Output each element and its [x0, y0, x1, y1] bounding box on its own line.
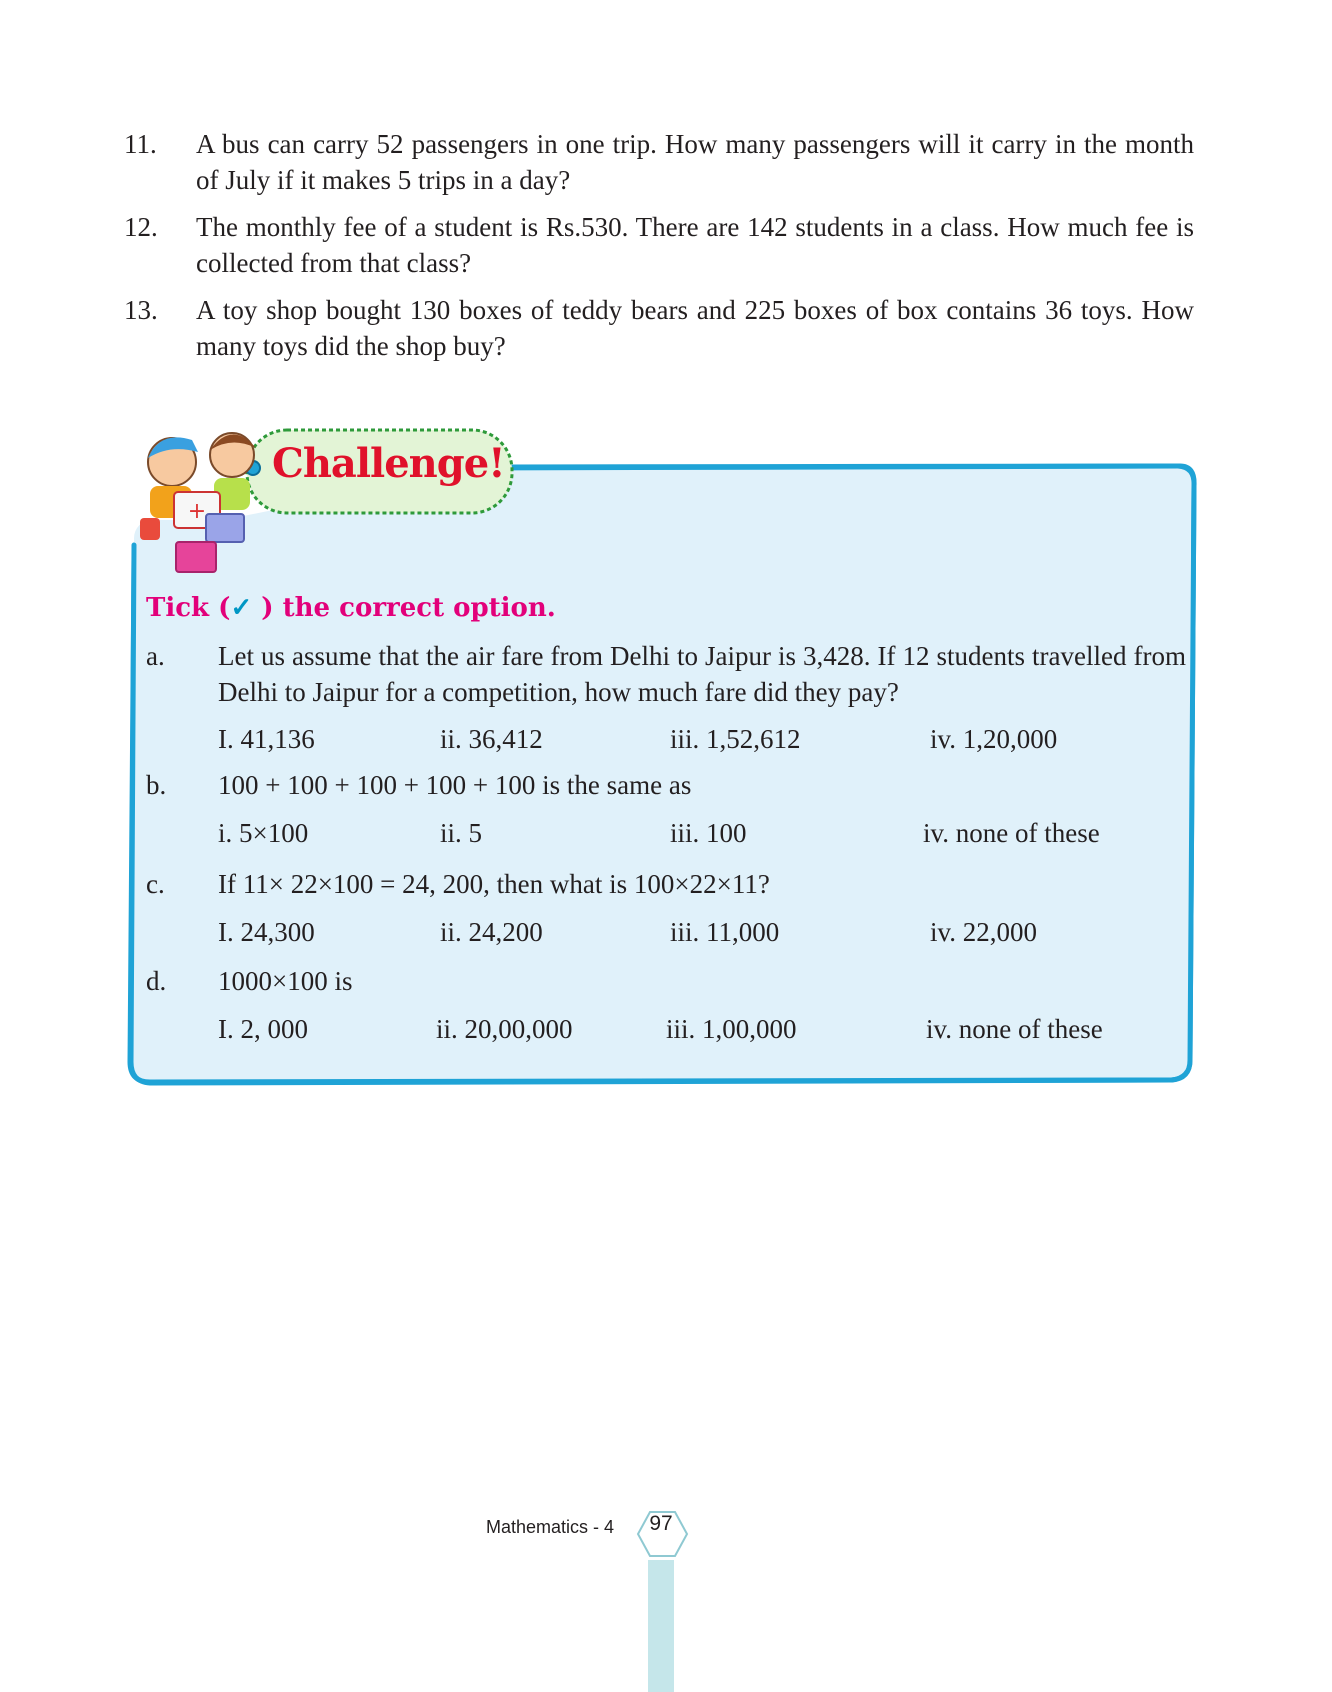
item-text: Let us assume that the air fare from Delhi to Jaipur is 3,428. If 12 students travelled from Delhi to Jaipur for a competition, how much fare did they pay?: [218, 641, 1186, 707]
item-letter: a.: [146, 641, 165, 671]
footer-strip: [648, 1560, 674, 1692]
item-text: If 11× 22×100 = 24, 200, then what is 100×22×11?: [218, 869, 770, 899]
option[interactable]: ii. 20,00,000: [436, 1014, 573, 1044]
option[interactable]: ii. 5: [440, 818, 483, 848]
challenge-item-b: [146, 767, 1186, 803]
option[interactable]: I. 41,136: [218, 724, 315, 754]
option[interactable]: i. 5×100: [218, 818, 309, 848]
challenge-item-a: [146, 638, 1186, 710]
option[interactable]: iv. 22,000: [930, 917, 1037, 947]
option[interactable]: iv. 1,20,000: [930, 724, 1058, 754]
check-icon: ✓: [230, 593, 253, 623]
option[interactable]: iii. 100: [670, 818, 747, 848]
challenge-item-c: [146, 866, 1186, 902]
item-text: 100 + 100 + 100 + 100 + 100 is the same as: [218, 770, 692, 800]
option[interactable]: ii. 24,200: [440, 917, 543, 947]
challenge-item-d: [146, 963, 1186, 999]
instruction-heading: [146, 593, 556, 623]
question-text: A toy shop bought 130 boxes of teddy bears and 225 boxes of box contains 36 toys. How many toys did the shop buy?: [196, 295, 1194, 361]
challenge-title: Challenge!: [272, 440, 505, 487]
question-text: The monthly fee of a student is Rs.530. There are 142 students in a class. How much fee is collected from that class?: [196, 212, 1194, 278]
item-letter: d.: [146, 966, 167, 996]
question-number: 13.: [124, 295, 158, 325]
instruction-post: ) the correct option.: [252, 593, 556, 623]
option[interactable]: iii. 1,00,000: [666, 1014, 797, 1044]
instruction-pre: Tick (: [146, 593, 231, 623]
question-number: 11.: [124, 129, 157, 159]
option[interactable]: iv. none of these: [923, 818, 1100, 848]
item-letter: c.: [146, 869, 165, 899]
option[interactable]: iii. 1,52,612: [670, 724, 801, 754]
question-number: 12.: [124, 212, 158, 242]
option[interactable]: ii. 36,412: [440, 724, 543, 754]
item-letter: b.: [146, 770, 167, 800]
option[interactable]: iv. none of these: [926, 1014, 1103, 1044]
question-text: A bus can carry 52 passengers in one trip. How many passengers will it carry in the month of July if it makes 5 trips in a day?: [196, 129, 1194, 195]
item-text: 1000×100 is: [218, 966, 353, 996]
option[interactable]: I. 24,300: [218, 917, 315, 947]
option[interactable]: I. 2, 000: [218, 1014, 308, 1044]
option[interactable]: iii. 11,000: [670, 917, 780, 947]
page-number: 97: [649, 1512, 673, 1535]
svg-text:+: +: [187, 499, 207, 524]
book-title: Mathematics - 4: [486, 1517, 615, 1537]
